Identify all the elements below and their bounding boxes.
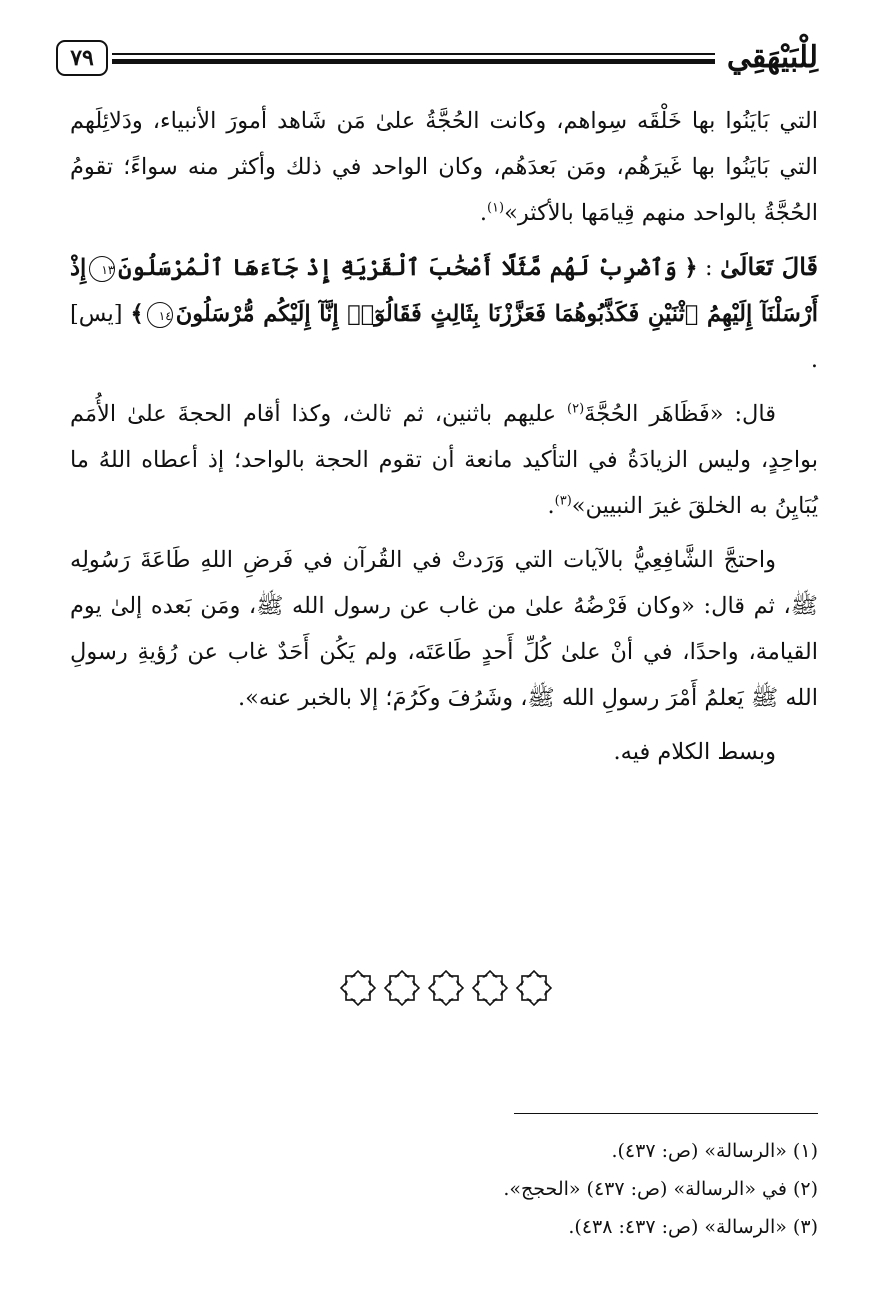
paragraph-2-quran [70, 244, 818, 383]
paragraph-3-rest: عليهم باثنين، ثم ثالث، وكذا أقام الحجةَ علىٰ الأُمَم بواحِدٍ، وليس الزيادَةُ في التأكيد مانعة أن تقوم الحجة بالواحد؛ إذ أعطاه اللهُ ما يُبَايِنُ به الخلقَ غيرَ النبيين» [70, 401, 818, 519]
paragraph-4: واحتجَّ الشَّافِعِيُّ بالآيات التي وَرَدتْ في القُرآن في فَرضِ اللهِ طَاعَةَ رَسُولِه ﷺ، ثم قال: «وكان فَرْضُهُ علىٰ من غاب عن رسول الله ﷺ، ومَن بَعده إلىٰ يوم القيامة، واحدًا، في أنْ علىٰ كُلِّ أَحدٍ طَاعَتَه، ولم يَكُن أَحَدٌ غاب عن رُؤيةِ رسولِ الله ﷺ يَعلمُ أَمْرَ رسولِ الله ﷺ، وشَرُفَ وكَرُمَ؛ إلا بالخبر عنه». [70, 547, 818, 711]
ayah-number-14: ١٤ [147, 302, 173, 328]
quran-verse-14: إِذْ أَرْسَلْنَآ إِلَيْهِمُ ٱثْنَيْنِ فَكَذَّبُوهُمَا فَعَزَّزْنَا بِثَالِثٍ فَقَالُوٓا۟ إِنَّآ إِلَيْكُم مُّرْسَلُونَ [70, 255, 818, 327]
paragraph-5: وبسط الكلام فيه. [613, 739, 776, 765]
header-title: لِلْبَيْهَقِي [726, 40, 818, 75]
star-octagon-icon [514, 968, 554, 1008]
quran-reference: [يس] . [70, 301, 818, 373]
section-ornament [0, 968, 892, 1008]
page-number: ٧٩ [56, 40, 108, 76]
paragraph-3 [70, 391, 818, 529]
footnote-1: (١) «الرسالة» (ص: ٤٣٧). [611, 1140, 818, 1162]
quran-lead: قَالَ تَعَالَىٰ [720, 252, 819, 281]
paragraph-1-end: . [479, 200, 487, 226]
paragraph-3-text: قال: «فَظَاهَر الحُجَّةَ [584, 401, 776, 427]
footnote-3: (٣) «الرسالة» (ص: ٤٣٧: ٤٣٨). [568, 1216, 818, 1238]
star-octagon-icon [382, 968, 422, 1008]
footnote-ref-1: (١) [486, 200, 505, 216]
footnotes [70, 1132, 818, 1246]
star-octagon-icon [470, 968, 510, 1008]
star-octagon-icon [426, 968, 466, 1008]
footnote-ref-3: (٣) [554, 493, 572, 509]
paragraph-1 [70, 98, 818, 236]
paragraph-3-end: . [547, 493, 555, 519]
quran-open-bracket: ﴿ [684, 255, 698, 281]
main-text [70, 98, 818, 775]
footnote-ref-2: (٢) [567, 401, 585, 417]
footnote-separator [514, 1113, 818, 1114]
footnote-2: (٢) في «الرسالة» (ص: ٤٣٧) «الحجج». [503, 1178, 818, 1200]
header-rule [112, 53, 715, 64]
paragraph-1-text: التي بَايَنُوا بها خَلْقَه سِواهم، وكانت الحُجَّةُ علىٰ مَن شَاهد أمورَ الأنبياء، ودَلائِلَهم التي بَايَنُوا بها غَيرَهُم، ومَن بَعدَهُم، وكان الواحد في ذلك وأكثر منه سواءً؛ تقومُ الحُجَّةُ بالواحد منهم قِيامَها بالأكثر» [70, 108, 818, 226]
running-header [56, 30, 818, 86]
quran-close-bracket: ﴾ [130, 301, 144, 327]
ayah-number-13: ١٣ [89, 256, 115, 282]
quran-verse-13: وَٱضْرِبْ لَهُم مَّثَلًا أَصْحَٰبَ ٱلْقَرْيَةِ إِذْ جَآءَهَا ٱلْمُرْسَلُونَ [118, 255, 677, 281]
quran-colon: : [697, 255, 721, 281]
star-octagon-icon [338, 968, 378, 1008]
